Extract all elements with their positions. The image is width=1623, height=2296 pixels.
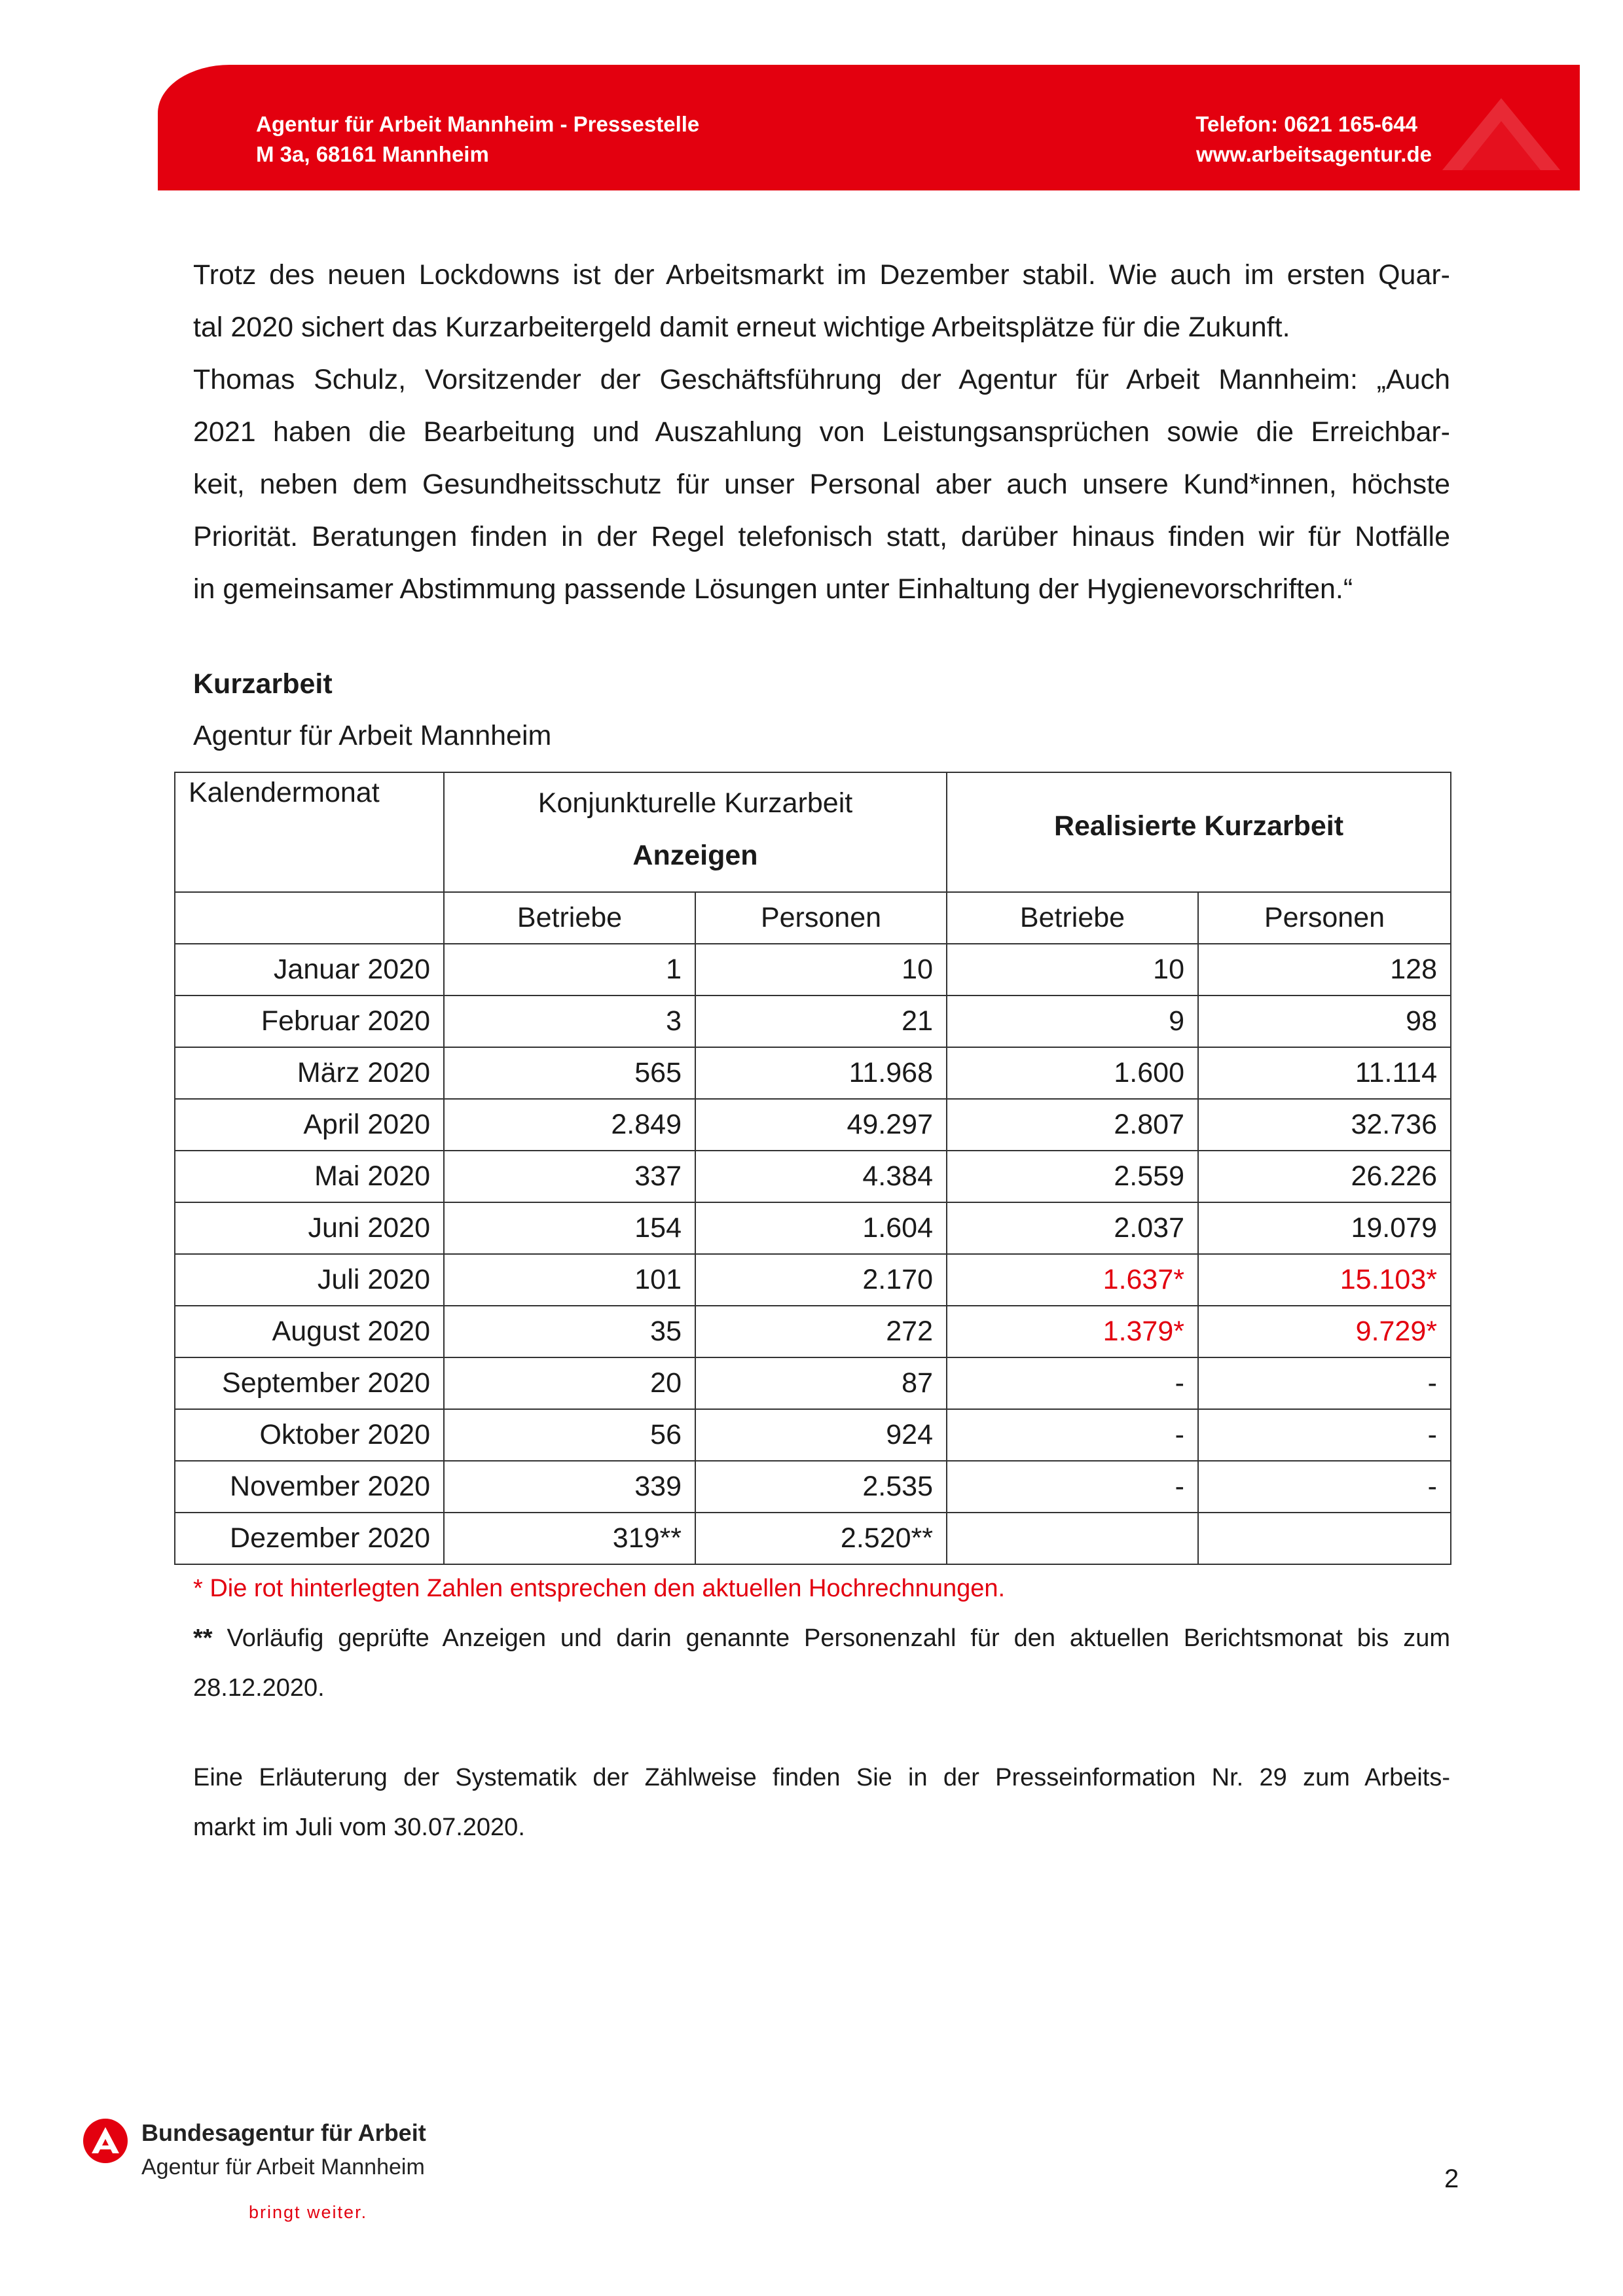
intro-line: in gemeinsamer Abstimmung passende Lösungen unter Einhaltung der Hygienevorschriften.“ — [193, 573, 1353, 605]
realisiert-personen-cell: 9.729* — [1198, 1306, 1451, 1357]
realisiert-betriebe-cell — [947, 1513, 1198, 1564]
anzeigen-betriebe-cell: 56 — [444, 1409, 695, 1461]
realisiert-personen-cell — [1198, 1513, 1451, 1564]
anzeigen-personen-cell: 10 — [695, 944, 947, 996]
subheader-anz-betriebe: Betriebe — [444, 892, 695, 944]
header-kalendermonat: Kalendermonat — [175, 772, 444, 892]
realisiert-personen-cell: 98 — [1198, 996, 1451, 1047]
anzeigen-betriebe-cell: 1 — [444, 944, 695, 996]
realisiert-personen-cell: 15.103* — [1198, 1254, 1451, 1306]
intro-line: Priorität. Beratungen finden in der Regel telefonisch statt, darüber hinaus finden wir für Notfälle — [193, 521, 1450, 552]
footnote-preliminary — [193, 1613, 1450, 1713]
realisiert-personen-cell: 26.226 — [1198, 1151, 1451, 1202]
realisiert-betriebe-cell: 2.037 — [947, 1202, 1198, 1254]
month-cell: September 2020 — [175, 1357, 444, 1409]
footer-org-name: Bundesagentur für Arbeit — [141, 2119, 426, 2146]
section-title: Kurzarbeit — [193, 668, 333, 700]
explanation-note — [193, 1753, 1450, 1852]
anzeigen-personen-cell: 21 — [695, 996, 947, 1047]
table-row — [175, 1254, 1451, 1306]
realisiert-betriebe-cell: 1.637* — [947, 1254, 1198, 1306]
table-row — [175, 996, 1451, 1047]
intro-line: 2021 haben die Bearbeitung und Auszahlung von Leistungsansprüchen sowie die Erreichbar- — [193, 416, 1450, 448]
anzeigen-personen-cell: 11.968 — [695, 1047, 947, 1099]
kurzarbeit-table — [174, 772, 1451, 1565]
header-konj-line1: Konjunkturelle Kurzarbeit — [538, 787, 853, 819]
table-row — [175, 1151, 1451, 1202]
subheader-empty — [175, 892, 444, 944]
month-cell: Juli 2020 — [175, 1254, 444, 1306]
footnote-preliminary-line: 28.12.2020. — [193, 1674, 325, 1702]
month-cell: August 2020 — [175, 1306, 444, 1357]
anzeigen-personen-cell: 272 — [695, 1306, 947, 1357]
realisiert-betriebe-cell: 1.600 — [947, 1047, 1198, 1099]
table-row — [175, 1513, 1451, 1564]
month-cell: Dezember 2020 — [175, 1513, 444, 1564]
intro-paragraph — [193, 249, 1450, 615]
table-subheader-row — [175, 892, 1451, 944]
letterhead-banner — [158, 65, 1580, 190]
realisiert-betriebe-cell: - — [947, 1357, 1198, 1409]
realisiert-personen-cell: 32.736 — [1198, 1099, 1451, 1151]
realisiert-betriebe-cell: 2.807 — [947, 1099, 1198, 1151]
header-phone: Telefon: 0621 165-644 — [1195, 112, 1417, 136]
anzeigen-personen-cell: 4.384 — [695, 1151, 947, 1202]
realisiert-personen-cell: 11.114 — [1198, 1047, 1451, 1099]
anzeigen-personen-cell: 924 — [695, 1409, 947, 1461]
footer-office: Agentur für Arbeit Mannheim — [141, 2155, 425, 2179]
header-realisiert: Realisierte Kurzarbeit — [947, 772, 1451, 892]
realisiert-betriebe-cell: - — [947, 1461, 1198, 1513]
anzeigen-personen-cell: 2.170 — [695, 1254, 947, 1306]
realisiert-betriebe-cell: - — [947, 1409, 1198, 1461]
anzeigen-betriebe-cell: 20 — [444, 1357, 695, 1409]
explanation-line: markt im Juli vom 30.07.2020. — [193, 1814, 525, 1841]
intro-line: keit, neben dem Gesundheitsschutz für unser Personal aber auch unsere Kund*innen, höchste — [193, 469, 1450, 500]
intro-line: Trotz des neuen Lockdowns ist der Arbeitsmarkt im Dezember stabil. Wie auch im ersten Quar- — [193, 259, 1450, 291]
realisiert-betriebe-cell: 1.379* — [947, 1306, 1198, 1357]
realisiert-personen-cell: - — [1198, 1461, 1451, 1513]
table-row — [175, 1461, 1451, 1513]
logo-watermark-icon — [1436, 95, 1567, 173]
footnote-estimates: * Die rot hinterlegten Zahlen entsprechen den aktuellen Hochrechnungen. — [193, 1575, 1006, 1602]
subheader-real-personen: Personen — [1198, 892, 1451, 944]
table-row — [175, 1202, 1451, 1254]
month-cell: November 2020 — [175, 1461, 444, 1513]
table-header-row — [175, 772, 1451, 892]
anzeigen-betriebe-cell: 2.849 — [444, 1099, 695, 1151]
anzeigen-personen-cell: 1.604 — [695, 1202, 947, 1254]
header-org: Agentur für Arbeit Mannheim - Pressestelle — [256, 112, 700, 136]
table-row — [175, 944, 1451, 996]
realisiert-personen-cell: - — [1198, 1409, 1451, 1461]
anzeigen-personen-cell: 2.535 — [695, 1461, 947, 1513]
realisiert-personen-cell: 128 — [1198, 944, 1451, 996]
table-row — [175, 1409, 1451, 1461]
table-row — [175, 1099, 1451, 1151]
realisiert-personen-cell: 19.079 — [1198, 1202, 1451, 1254]
section-subtitle: Agentur für Arbeit Mannheim — [193, 720, 552, 751]
anzeigen-personen-cell: 49.297 — [695, 1099, 947, 1151]
subheader-anz-personen: Personen — [695, 892, 947, 944]
realisiert-personen-cell: - — [1198, 1357, 1451, 1409]
table-row — [175, 1306, 1451, 1357]
anzeigen-personen-cell: 2.520** — [695, 1513, 947, 1564]
explanation-line: Eine Erläuterung der Systematik der Zählweise finden Sie in der Presseinformation Nr. 29 zum Arbeits- — [193, 1764, 1450, 1791]
footnote-text: Vorläufig geprüfte Anzeigen und darin genannte Personenzahl für den aktuellen Berichtsmonat bis zum — [212, 1624, 1450, 1652]
header-web: www.arbeitsagentur.de — [1195, 142, 1432, 166]
month-cell: Oktober 2020 — [175, 1409, 444, 1461]
month-cell: Januar 2020 — [175, 944, 444, 996]
anzeigen-betriebe-cell: 565 — [444, 1047, 695, 1099]
header-address: M 3a, 68161 Mannheim — [256, 142, 489, 166]
intro-line: Thomas Schulz, Vorsitzender der Geschäftsführung der Agentur für Arbeit Mannheim: „Auch — [193, 364, 1450, 395]
header-konj-line2: Anzeigen — [632, 840, 758, 871]
footnote-preliminary-line — [193, 1613, 1450, 1663]
realisiert-betriebe-cell: 2.559 — [947, 1151, 1198, 1202]
anzeigen-betriebe-cell: 35 — [444, 1306, 695, 1357]
intro-line: tal 2020 sichert das Kurzarbeitergeld damit erneut wichtige Arbeitsplätze für die Zukunft. — [193, 312, 1290, 343]
month-cell: Juni 2020 — [175, 1202, 444, 1254]
page-number: 2 — [1444, 2164, 1459, 2193]
anzeigen-betriebe-cell: 319** — [444, 1513, 695, 1564]
table-row — [175, 1047, 1451, 1099]
anzeigen-personen-cell: 87 — [695, 1357, 947, 1409]
month-cell: Mai 2020 — [175, 1151, 444, 1202]
anzeigen-betriebe-cell: 101 — [444, 1254, 695, 1306]
realisiert-betriebe-cell: 10 — [947, 944, 1198, 996]
anzeigen-betriebe-cell: 339 — [444, 1461, 695, 1513]
month-cell: März 2020 — [175, 1047, 444, 1099]
header-konjunkturelle — [444, 772, 947, 892]
month-cell: April 2020 — [175, 1099, 444, 1151]
footer-tagline: bringt weiter. — [249, 2202, 368, 2222]
footnote-marker: ** — [193, 1624, 213, 1652]
subheader-real-betriebe: Betriebe — [947, 892, 1198, 944]
table-row — [175, 1357, 1451, 1409]
anzeigen-betriebe-cell: 337 — [444, 1151, 695, 1202]
bundesagentur-logo-icon — [82, 2118, 128, 2164]
realisiert-betriebe-cell: 9 — [947, 996, 1198, 1047]
month-cell: Februar 2020 — [175, 996, 444, 1047]
anzeigen-betriebe-cell: 154 — [444, 1202, 695, 1254]
anzeigen-betriebe-cell: 3 — [444, 996, 695, 1047]
